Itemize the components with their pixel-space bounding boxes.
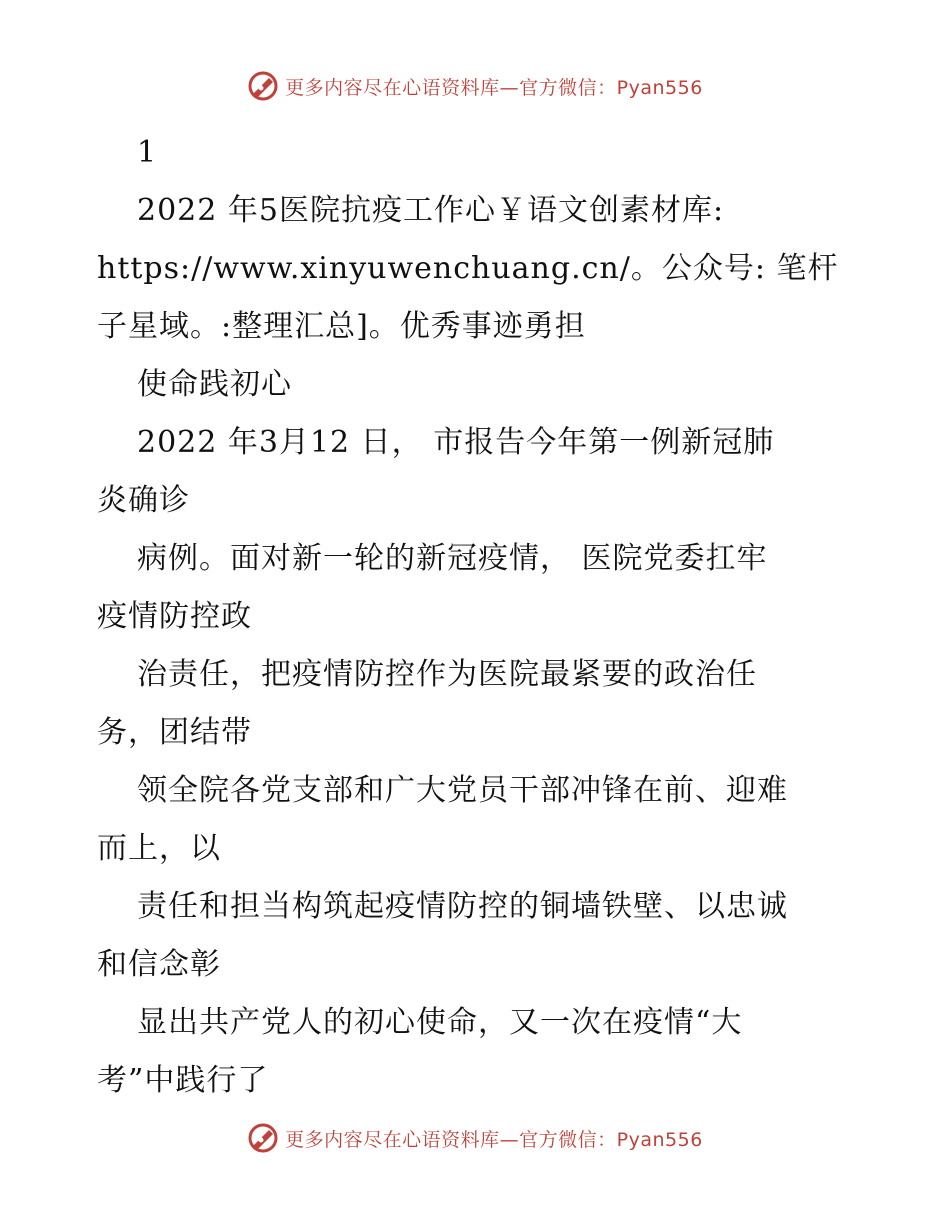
text-line: 2022 年3月12 日， 市报告今年第一例新冠肺 xyxy=(137,425,775,460)
text-line: 炎确诊 xyxy=(97,483,190,518)
footer-banner xyxy=(0,1122,950,1154)
text-line: 1 xyxy=(137,135,158,170)
text-line: 病例。面对新一轮的新冠疫情， 医院党委扛牢 xyxy=(137,541,768,576)
text-line: 疫情防控政 xyxy=(97,599,252,634)
pen-logo-icon xyxy=(247,1122,279,1154)
text-line: 而上，以 xyxy=(97,831,221,866)
text-line: 和信念彰 xyxy=(97,947,221,982)
header-banner xyxy=(0,70,950,102)
footer-banner-text: 更多内容尽在心语资料库—官方微信：Pyan556 xyxy=(285,1128,703,1151)
pen-logo-icon xyxy=(247,70,279,102)
document-body xyxy=(97,124,857,1110)
header-banner-text: 更多内容尽在心语资料库—官方微信：Pyan556 xyxy=(285,76,703,99)
text-line: 领全院各党支部和广大党员干部冲锋在前、迎难 xyxy=(137,773,788,808)
text-line: 治责任，把疫情防控作为医院最紧要的政治任 xyxy=(137,657,757,692)
text-line: 子星域。:整理汇总]。优秀事迹勇担 xyxy=(97,309,586,344)
text-line: 务，团结带 xyxy=(97,715,252,750)
text-line: 责任和担当构筑起疫情防控的铜墙铁壁、以忠诚 xyxy=(137,889,788,924)
text-line: 2022 年5医院抗疫工作心￥语文创素材库: xyxy=(137,193,725,228)
text-line: 使命践初心 xyxy=(137,367,292,402)
text-line: 显出共产党人的初心使命，又一次在疫情“大 xyxy=(137,1005,743,1040)
text-line: 考”中践行了 xyxy=(97,1063,269,1098)
text-line: https://www.xinyuwenchuang.cn/。公众号: 笔杆 xyxy=(97,251,839,286)
